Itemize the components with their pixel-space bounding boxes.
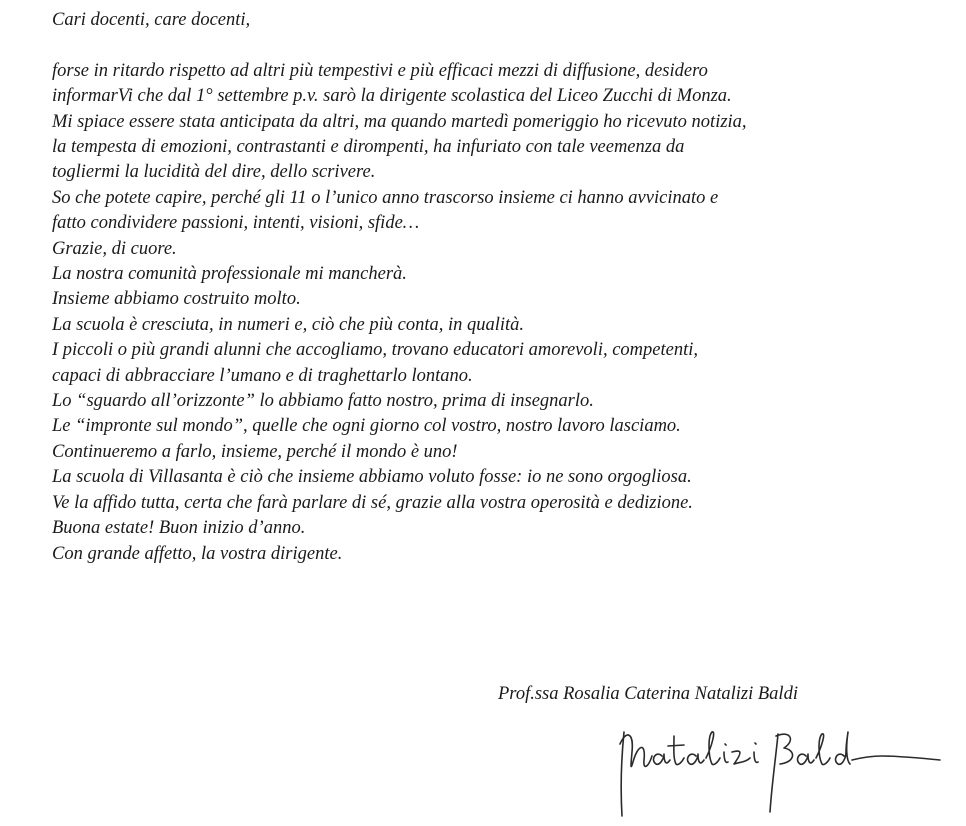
letter-line: I piccoli o più grandi alunni che accogliamo, trovano educatori amorevoli, competenti, bbox=[52, 340, 699, 361]
handwritten-signature-icon bbox=[600, 712, 960, 826]
letter-greeting: Cari docenti, care docenti, bbox=[52, 10, 251, 30]
letter-line: fatto condividere passioni, intenti, visioni, sfide… bbox=[52, 213, 420, 234]
letter-line: So che potete capire, perché gli 11 o l’unico anno trascorso insieme ci hanno avvicinato e bbox=[52, 187, 719, 208]
signature-strokes bbox=[620, 732, 940, 816]
letter-line: La nostra comunità professionale mi mancherà. bbox=[52, 264, 407, 285]
letter-line: Lo “sguardo all’orizzonte” lo abbiamo fatto nostro, prima di insegnarlo. bbox=[52, 391, 594, 412]
letter-line: Buona estate! Buon inizio d’anno. bbox=[52, 518, 306, 539]
letter-line: Ve la affido tutta, certa che farà parlare di sé, grazie alla vostra operosità e dedizione. bbox=[52, 492, 693, 513]
letter-line: capaci di abbracciare l’umano e di traghettarlo lontano. bbox=[52, 365, 473, 386]
signatory-name: Prof.ssa Rosalia Caterina Natalizi Baldi bbox=[498, 684, 798, 704]
letter-line: Grazie, di cuore. bbox=[52, 238, 177, 259]
letter-line: forse in ritardo rispetto ad altri più tempestivi e più efficaci mezzi di diffusione, desidero bbox=[52, 60, 708, 81]
letter-line: Con grande affetto, la vostra dirigente. bbox=[52, 543, 343, 564]
letter-line: la tempesta di emozioni, contrastanti e dirompenti, ha infuriato con tale veemenza da bbox=[52, 137, 685, 158]
letter-line: Le “impronte sul mondo”, quelle che ogni giorno col vostro, nostro lavoro lasciamo. bbox=[52, 416, 681, 437]
letter-line: La scuola di Villasanta è ciò che insieme abbiamo voluto fosse: io ne sono orgogliosa. bbox=[52, 467, 692, 488]
letter-line: Mi spiace essere stata anticipata da altri, ma quando martedì pomeriggio ho ricevuto notizia, bbox=[52, 111, 747, 132]
letter-line: Insieme abbiamo costruito molto. bbox=[52, 289, 301, 310]
letter-line: informarVi che dal 1° settembre p.v. sarò la dirigente scolastica del Liceo Zucchi di Monza. bbox=[52, 86, 732, 107]
letter-line: La scuola è cresciuta, in numeri e, ciò che più conta, in qualità. bbox=[52, 314, 525, 335]
letter-line: togliermi la lucidità del dire, dello scrivere. bbox=[52, 162, 376, 183]
letter-line: Continueremo a farlo, insieme, perché il mondo è uno! bbox=[52, 441, 458, 462]
letter-body bbox=[52, 8, 952, 567]
